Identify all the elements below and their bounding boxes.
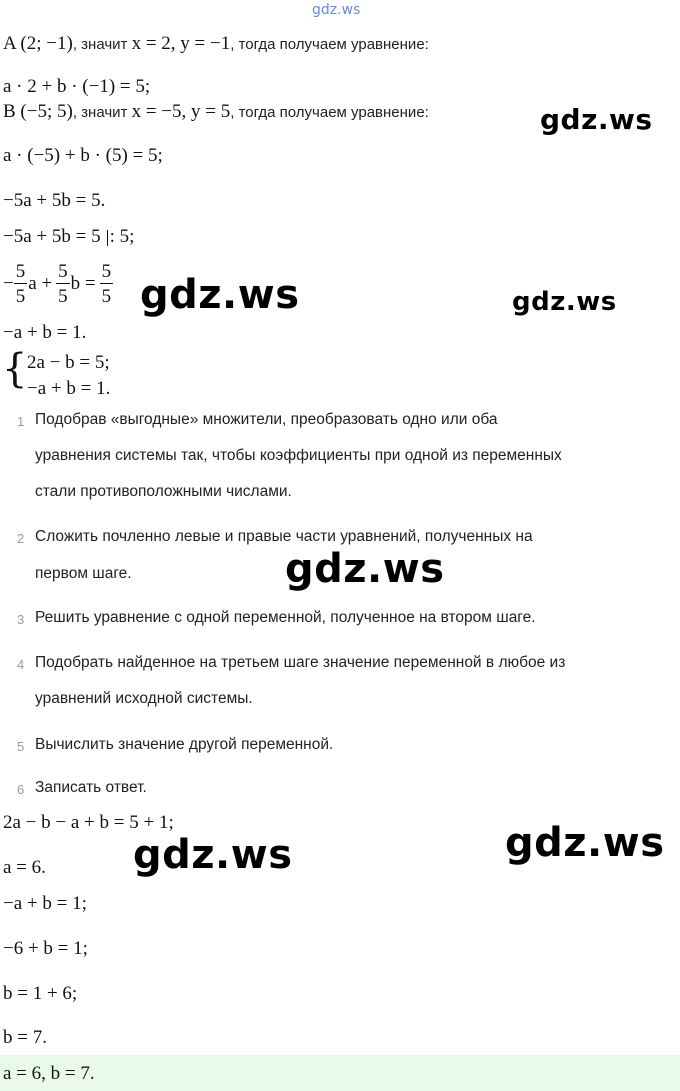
equation-6: −a + b = 1.	[3, 322, 87, 343]
point-a-line	[3, 33, 429, 55]
fraction-3-num: 5	[101, 261, 112, 282]
step-text: Сложить почленно левые и правые части уравнений, полученных на	[35, 528, 533, 545]
step-text: стали противоположными числами.	[35, 483, 292, 500]
system-eq-1: 2a − b = 5;	[27, 352, 110, 373]
step-text: Подобрать найденное на третьем шаге значение переменной в любое из	[35, 654, 566, 671]
point-b-math: B (−5; 5)	[3, 101, 73, 122]
equation-4-right: : 5;	[109, 226, 135, 247]
point-a-values: x = 2, y = −1	[131, 33, 231, 54]
system-brace: {	[2, 346, 28, 392]
watermark: gdz.ws	[140, 272, 300, 318]
equation-3: −5a + 5b = 5.	[3, 190, 106, 211]
step-number: 1	[17, 414, 25, 429]
solution-line: b = 7.	[3, 1027, 47, 1048]
fraction-3	[100, 262, 114, 306]
fraction-minus: −	[3, 273, 14, 294]
equation-4-left: −5a + 5b = 5	[3, 226, 101, 247]
point-b-text2: , тогда получаем уравнение:	[230, 104, 429, 121]
watermark: gdz.ws	[285, 546, 445, 592]
answer-highlight	[0, 1055, 680, 1091]
watermark: gdz.ws	[512, 287, 617, 317]
step-number: 2	[17, 531, 25, 546]
point-b-values: x = −5, y = 5	[131, 101, 231, 122]
equation-fractions	[3, 262, 113, 306]
solution-line: −6 + b = 1;	[3, 938, 88, 959]
point-b-text: , значит	[72, 104, 132, 121]
step-number: 4	[17, 657, 25, 672]
fraction-2-den: 5	[58, 286, 68, 307]
equation-a: a · 2 + b · (−1) = 5;	[3, 76, 151, 97]
point-b-line	[3, 101, 429, 123]
step-text: уравнений исходной системы.	[35, 690, 253, 707]
fraction-2-num: 5	[58, 261, 68, 282]
fraction-3-den: 5	[101, 286, 112, 307]
step-text: Вычислить значение другой переменной.	[35, 736, 334, 753]
fraction-var-2: b =	[70, 273, 96, 294]
top-watermark: gdz.ws	[312, 2, 361, 18]
solution-line: b = 1 + 6;	[3, 983, 78, 1004]
watermark: gdz.ws	[505, 820, 665, 866]
point-a-math: A (2; −1)	[3, 33, 73, 54]
equation-4	[3, 226, 134, 248]
step-text: уравнения системы так, чтобы коэффициенты при одной из переменных	[35, 447, 562, 464]
step-number: 6	[17, 782, 25, 797]
fraction-1-num: 5	[15, 261, 26, 282]
solution-line: 2a − b − a + b = 5 + 1;	[3, 812, 174, 833]
fraction-2	[56, 262, 70, 306]
step-text: Решить уравнение с одной переменной, полученное на втором шаге.	[35, 609, 536, 626]
fraction-1	[14, 262, 28, 306]
solution-line: −a + b = 1;	[3, 893, 87, 914]
system-eq-2: −a + b = 1.	[27, 378, 111, 399]
step-number: 3	[17, 612, 25, 627]
step-number: 5	[17, 739, 25, 754]
fraction-1-den: 5	[15, 286, 26, 307]
watermark: gdz.ws	[133, 832, 293, 878]
equation-b: a · (−5) + b · (5) = 5;	[3, 145, 163, 166]
solution-line: a = 6.	[3, 857, 46, 878]
divider-bar	[107, 230, 108, 246]
step-text: Записать ответ.	[35, 779, 147, 796]
fraction-var-1: a +	[28, 273, 53, 294]
step-text: Подобрав «выгодные» множители, преобразовать одно или оба	[35, 411, 498, 428]
point-a-text: , значит	[72, 36, 132, 53]
point-a-text2: , тогда получаем уравнение:	[230, 36, 429, 53]
answer: a = 6, b = 7.	[3, 1063, 95, 1084]
watermark: gdz.ws	[540, 103, 653, 136]
step-text: первом шаге.	[35, 565, 132, 582]
